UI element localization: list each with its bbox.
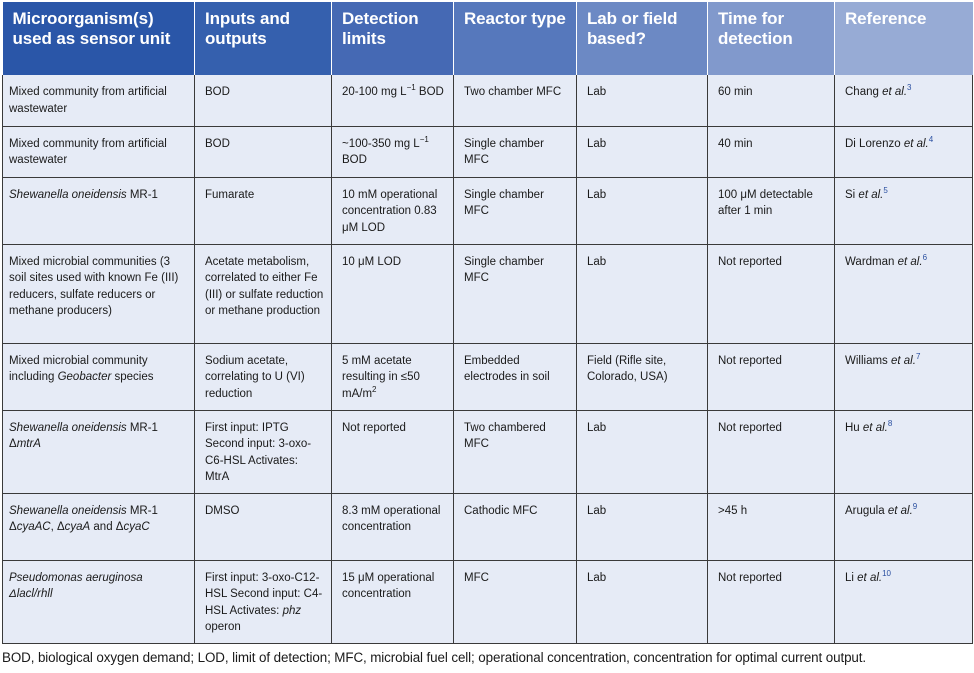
cell-text: et al.: [891, 354, 916, 367]
cell-lab: [577, 126, 708, 177]
cell-text: et al.: [882, 86, 908, 98]
table-row: [3, 126, 973, 177]
cell-text: et al.: [862, 421, 888, 434]
cell-organism: [3, 75, 195, 126]
cell-text: cyaA: [64, 521, 91, 533]
cell-time: [708, 343, 835, 410]
cell-text: et al.: [857, 571, 883, 584]
header-limits: Detection limits: [332, 2, 454, 75]
cell-inputs: [195, 493, 332, 560]
cell-limits: [332, 244, 454, 343]
cell-text: cyaC: [123, 521, 150, 533]
cell-text: Wardman: [845, 255, 898, 268]
cell-text: 2: [372, 384, 377, 394]
cell-inputs: [195, 244, 332, 343]
table-footnote: BOD, biological oxygen demand; LOD, limit of detection; MFC, microbial fuel cell; operational concentration, concentration for optimal current output.: [2, 650, 867, 665]
cell-reactor: [454, 560, 577, 643]
cell-ref: [835, 177, 973, 244]
cell-lab: [577, 177, 708, 244]
cell-reactor: [454, 493, 577, 560]
cell-text: Field (Rifle site, Colorado, USA): [587, 354, 668, 383]
cell-text: 20-100 mg L: [342, 86, 407, 98]
cell-text: Acetate metabolism, correlated to either Fe (III) or sulfate reduction or methane production: [205, 255, 324, 317]
cell-text: Sodium acetate, correlating to U (VI) reduction: [205, 354, 305, 400]
cell-text: 6: [922, 252, 928, 262]
cell-text: 15 μM operational concentration: [342, 571, 435, 600]
cell-text: Li: [845, 571, 858, 584]
cell-text: Di Lorenzo: [845, 137, 904, 150]
cell-time: [708, 177, 835, 244]
cell-text: Single chamber MFC: [464, 255, 544, 284]
cell-text: MFC: [464, 571, 489, 584]
cell-ref: [835, 244, 973, 343]
cell-organism: [3, 343, 195, 410]
cell-organism: [3, 560, 195, 643]
header-organism: Microorganism(s) used as sensor unit: [3, 2, 195, 75]
cell-text: 5: [883, 185, 888, 195]
cell-text: et al.: [858, 188, 884, 201]
cell-limits: [332, 493, 454, 560]
cell-reactor: [454, 126, 577, 177]
cell-inputs: [195, 75, 332, 126]
cell-lab: [577, 560, 708, 643]
table-row: [3, 244, 973, 343]
cell-organism: [3, 493, 195, 560]
cell-limits: [332, 75, 454, 126]
cell-text: 40 min: [718, 137, 753, 150]
cell-limits: [332, 343, 454, 410]
cell-text: Two chambered MFC: [464, 421, 546, 450]
cell-text: Mixed community from artificial wastewater: [9, 137, 167, 166]
cell-text: Mixed microbial communities (3 soil sites used with known Fe (III) reducers, sulfate reducers or methane producers): [9, 255, 179, 317]
cell-text: First input: IPTG Second input: 3-oxo-C6-HSL Activates: MtrA: [205, 421, 312, 483]
cell-text: Arugula: [845, 504, 888, 517]
cell-ref: [835, 75, 973, 126]
cell-text: 8.3 mM operational concentration: [342, 504, 441, 533]
cell-text: et al.: [897, 255, 923, 268]
cell-text: and Δ: [90, 521, 124, 533]
cell-text: species: [111, 371, 154, 383]
cell-lab: [577, 244, 708, 343]
comparison-table: [2, 2, 973, 644]
cell-text: 8: [887, 418, 893, 428]
cell-text: Lab: [587, 137, 607, 150]
cell-limits: [332, 126, 454, 177]
cell-text: Mixed community from artificial wastewater: [9, 86, 167, 115]
cell-text: phz: [282, 604, 302, 617]
cell-text: MR-1 Δ: [9, 421, 158, 450]
cell-text: Mixed microbial community including: [9, 354, 148, 383]
cell-lab: [577, 410, 708, 493]
cell-text: Not reported: [718, 571, 782, 584]
table-row: [3, 75, 973, 126]
cell-reactor: [454, 177, 577, 244]
cell-limits: [332, 177, 454, 244]
cell-text: 10 μM LOD: [342, 255, 402, 268]
cell-text: Pseudomonas aeruginosa Δlacl/rhll: [9, 571, 143, 600]
cell-time: [708, 75, 835, 126]
cell-text: 10: [882, 568, 891, 578]
cell-text: 4: [928, 134, 934, 144]
cell-text: 5 mM acetate resulting in ≤50 mA/m: [342, 354, 420, 400]
cell-text: Two chamber MFC: [464, 86, 562, 98]
cell-text: MR-1 Δ: [9, 504, 158, 533]
cell-text: et al.: [887, 504, 913, 517]
cell-text: Lab: [587, 571, 607, 584]
cell-ref: [835, 560, 973, 643]
cell-text: Cathodic MFC: [464, 504, 538, 517]
cell-text: 7: [915, 351, 921, 361]
cell-text: −1: [419, 134, 429, 144]
cell-time: [708, 560, 835, 643]
cell-text: 10 mM operational concentration 0.83 μM LOD: [342, 188, 438, 234]
cell-text: operon: [205, 621, 241, 633]
cell-reactor: [454, 410, 577, 493]
cell-text: 100 μM detectable after 1 min: [718, 188, 813, 217]
cell-text: Shewanella oneidensis: [9, 504, 127, 517]
cell-time: [708, 126, 835, 177]
cell-time: [708, 493, 835, 560]
cell-inputs: [195, 343, 332, 410]
table-header: [3, 2, 973, 75]
cell-text: Not reported: [342, 421, 406, 434]
cell-text: First input: 3-oxo-C12-HSL Second input: C4-HSL Activates:: [205, 571, 323, 617]
cell-text: Lab: [587, 504, 607, 517]
cell-text: Geobacter: [57, 371, 112, 383]
cell-ref: [835, 493, 973, 560]
cell-text: , Δ: [50, 521, 65, 533]
cell-text: Fumarate: [205, 188, 255, 201]
cell-organism: [3, 126, 195, 177]
cell-text: Not reported: [718, 421, 782, 434]
cell-text: BOD: [205, 137, 230, 150]
header-reference: Reference: [835, 2, 973, 75]
cell-organism: [3, 244, 195, 343]
cell-inputs: [195, 177, 332, 244]
cell-lab: [577, 493, 708, 560]
cell-text: 60 min: [718, 86, 753, 98]
cell-text: BOD: [415, 86, 444, 98]
table-body: [3, 75, 973, 643]
cell-text: MR-1: [126, 188, 158, 201]
header-lab: Lab or field based?: [577, 2, 708, 75]
table-row: [3, 560, 973, 643]
cell-text: Chang: [845, 86, 883, 98]
cell-text: Hu: [845, 421, 863, 434]
table-row: [3, 177, 973, 244]
cell-text: Lab: [587, 86, 607, 98]
cell-text: cyaAC: [16, 521, 51, 533]
cell-text: Lab: [587, 255, 607, 268]
cell-text: et al.: [903, 137, 929, 150]
cell-organism: [3, 177, 195, 244]
header-inputs: Inputs and outputs: [195, 2, 332, 75]
cell-ref: [835, 126, 973, 177]
cell-organism: [3, 410, 195, 493]
cell-text: Single chamber MFC: [464, 188, 544, 217]
cell-text: Embedded electrodes in soil: [464, 354, 550, 383]
cell-text: Si: [845, 188, 859, 201]
cell-time: [708, 410, 835, 493]
cell-time: [708, 244, 835, 343]
header-time: Time for detection: [708, 2, 835, 75]
cell-text: ~100-350 mg L: [342, 137, 420, 150]
cell-text: Shewanella oneidensis: [9, 421, 127, 434]
cell-reactor: [454, 75, 577, 126]
cell-text: 3: [907, 83, 912, 93]
cell-reactor: [454, 343, 577, 410]
cell-text: Williams: [845, 354, 891, 367]
cell-limits: [332, 410, 454, 493]
cell-text: >45 h: [718, 504, 748, 517]
header-reactor: Reactor type: [454, 2, 577, 75]
cell-text: Not reported: [718, 255, 782, 268]
cell-text: Lab: [587, 421, 607, 434]
cell-text: Single chamber MFC: [464, 137, 544, 166]
cell-text: −1: [406, 83, 416, 93]
cell-limits: [332, 560, 454, 643]
cell-text: Shewanella oneidensis: [9, 188, 127, 201]
cell-inputs: [195, 410, 332, 493]
cell-text: mtrA: [16, 438, 41, 450]
table-row: [3, 493, 973, 560]
table-row: [3, 410, 973, 493]
cell-inputs: [195, 560, 332, 643]
cell-ref: [835, 343, 973, 410]
cell-text: Not reported: [718, 354, 782, 367]
cell-ref: [835, 410, 973, 493]
cell-text: BOD: [342, 154, 367, 166]
cell-reactor: [454, 244, 577, 343]
cell-text: DMSO: [205, 504, 240, 517]
cell-text: Lab: [587, 188, 607, 201]
cell-lab: [577, 75, 708, 126]
cell-text: 9: [912, 501, 918, 511]
cell-text: BOD: [205, 86, 230, 98]
cell-inputs: [195, 126, 332, 177]
cell-lab: [577, 343, 708, 410]
table-row: [3, 343, 973, 410]
